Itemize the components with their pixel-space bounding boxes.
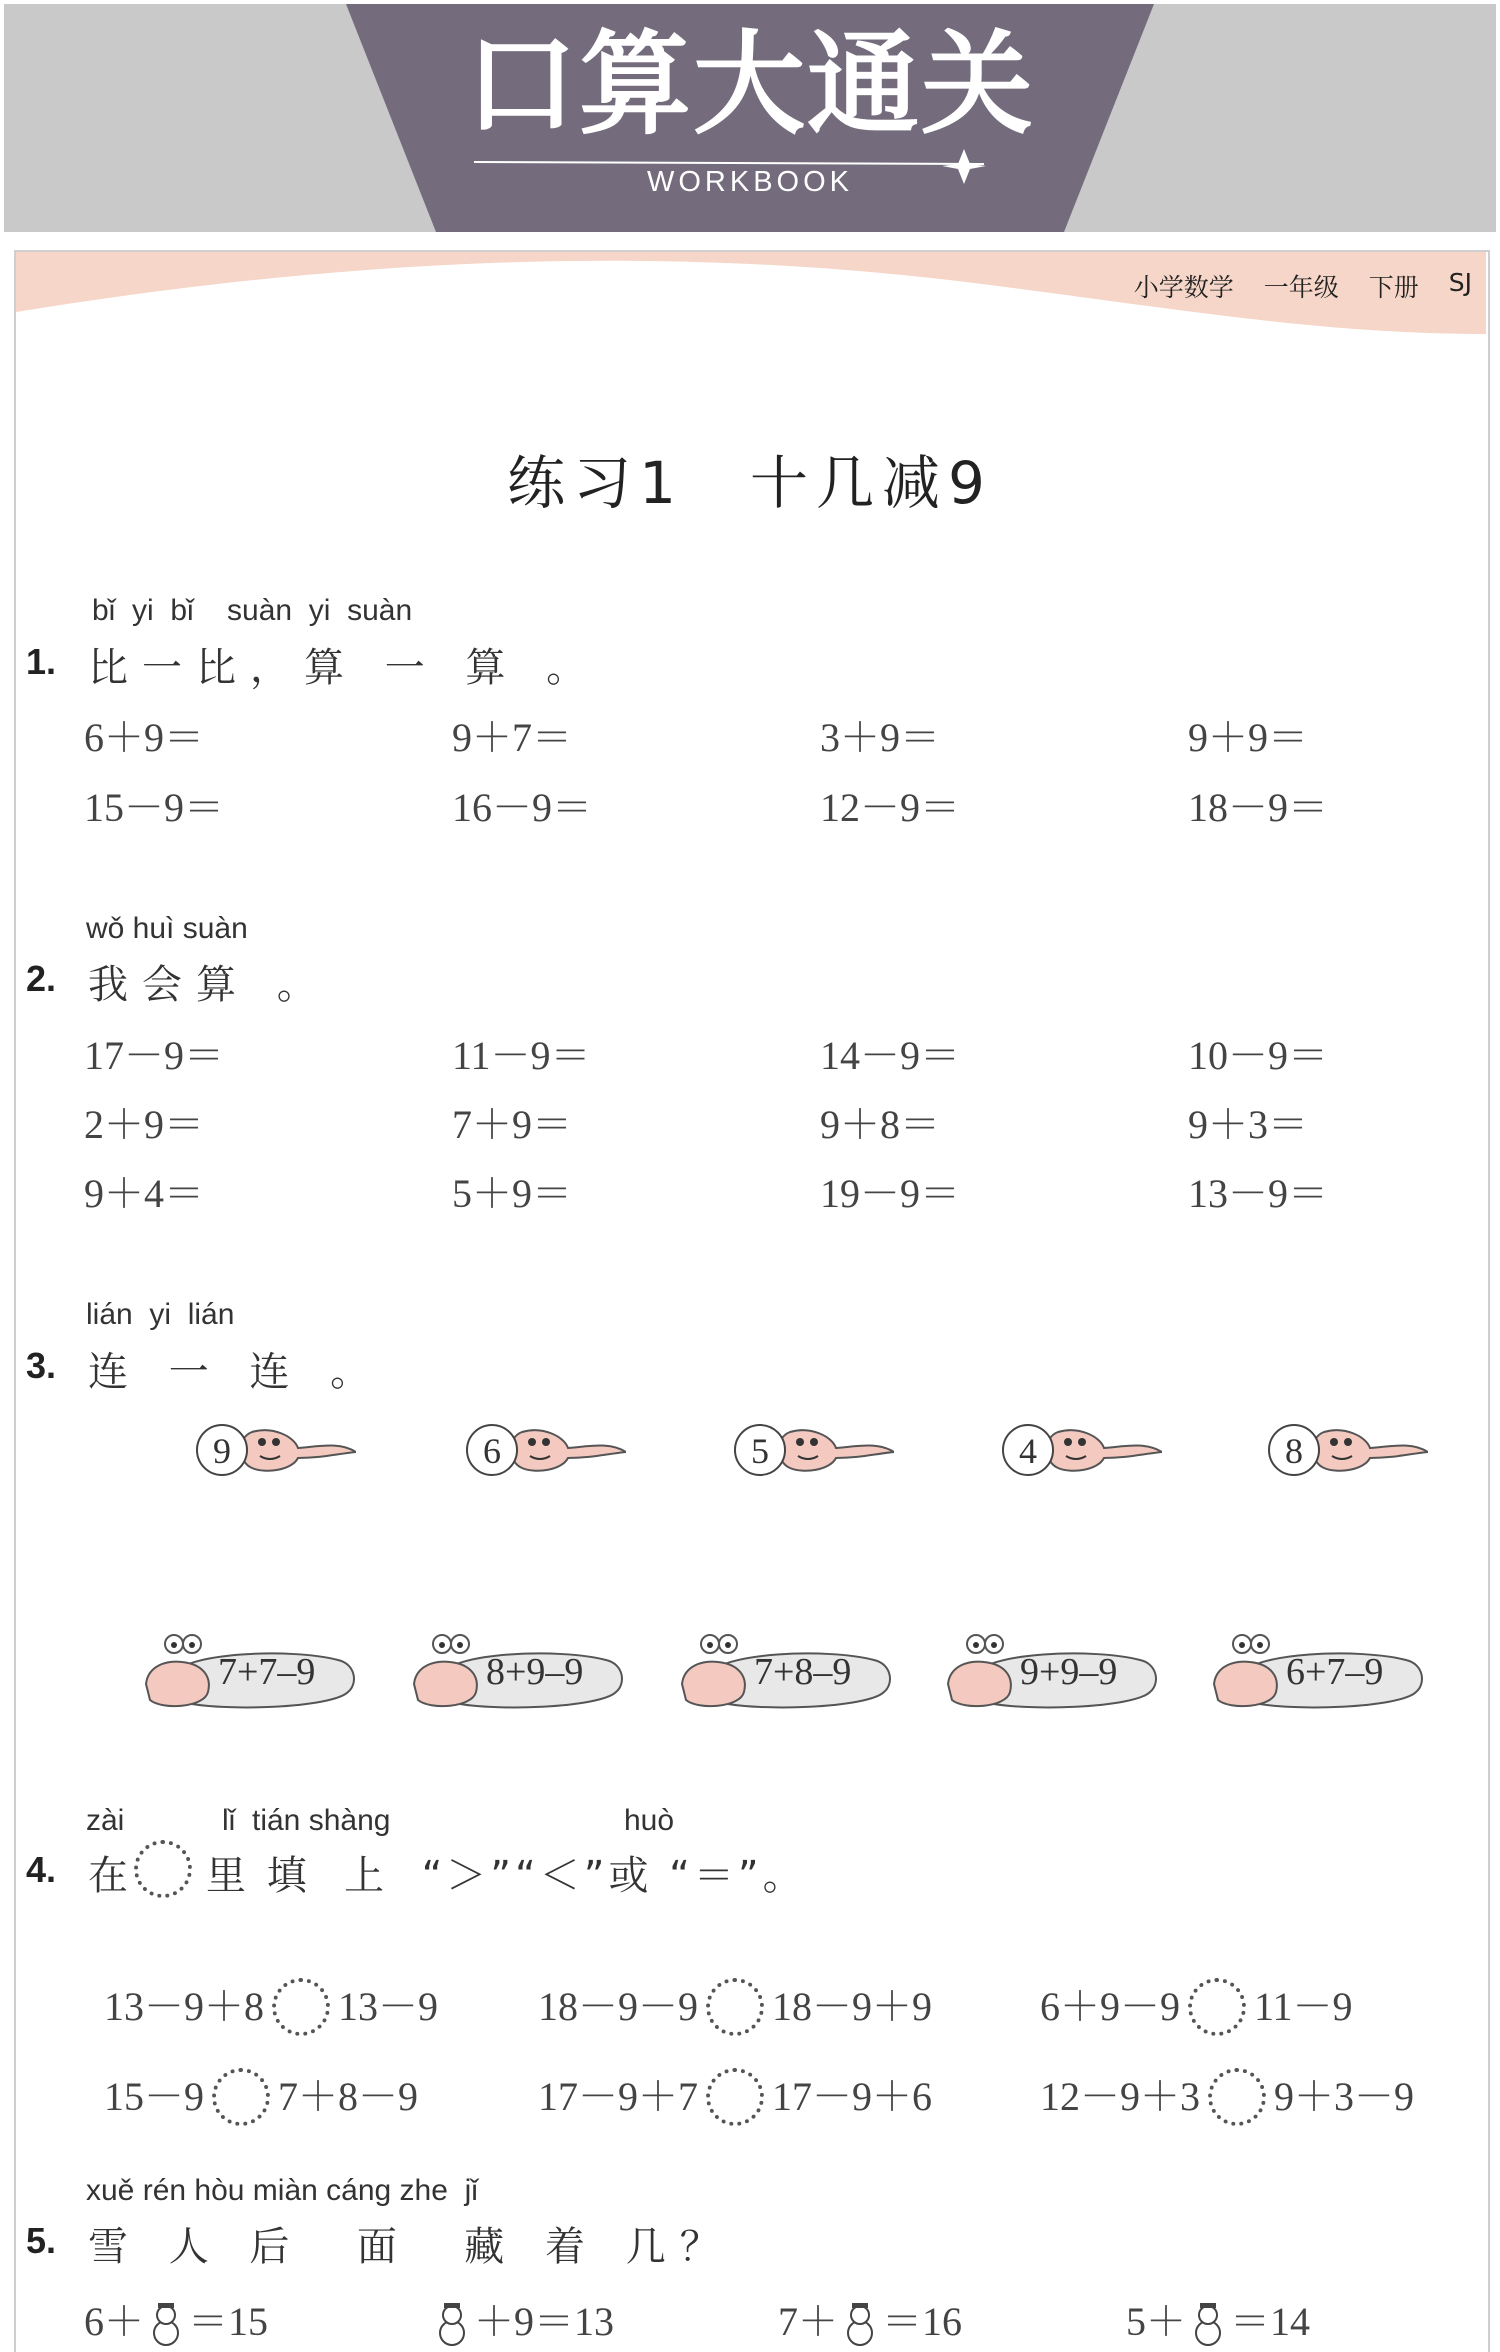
- compare-item: [84, 2018, 418, 2130]
- q1-eq: 15－9＝: [84, 785, 224, 830]
- lesson-title: 练习1 十几减9: [507, 449, 993, 517]
- compare-left: 15－9: [104, 2074, 204, 2119]
- snowman-icon[interactable]: [1186, 2303, 1230, 2347]
- frog-card[interactable]: [1210, 1630, 1430, 1720]
- snowman-eq-right: ＋9＝13: [474, 2299, 614, 2344]
- snowman-eq-left: 7＋: [778, 2299, 838, 2344]
- tadpole[interactable]: [1002, 1418, 1162, 1484]
- q3-pinyin: lián yi lián: [86, 1298, 235, 1331]
- meta-edition: SJ: [1448, 268, 1472, 297]
- compare-right: 7＋8－9: [278, 2074, 418, 2119]
- q1-text: 比一比，算 一 算 。: [88, 645, 601, 691]
- q1-eq: 3＋9＝: [820, 715, 940, 760]
- frog-card[interactable]: [410, 1630, 630, 1720]
- tadpole-number: 4: [1002, 1424, 1054, 1476]
- snowman-icon[interactable]: [430, 2303, 474, 2347]
- q1-eq: 9＋7＝: [452, 715, 572, 760]
- compare-item: [518, 2018, 932, 2130]
- banner-title: 口算大通关: [465, 20, 1035, 150]
- frog-card[interactable]: [944, 1630, 1164, 1720]
- tadpole-number: 6: [466, 1424, 518, 1476]
- tadpole-icon: [232, 1424, 356, 1476]
- q1-eq: 12－9＝: [820, 785, 960, 830]
- q2-eq: 10－9＝: [1188, 1033, 1328, 1078]
- q5-number: 5.: [26, 2220, 57, 2261]
- snowman-eq-left: 6＋: [84, 2299, 144, 2344]
- snowman-equation: [430, 2290, 614, 2347]
- q2-eq: 9＋4＝: [84, 1171, 204, 1216]
- tadpole-icon: [1304, 1424, 1428, 1476]
- tadpole-icon: [770, 1424, 894, 1476]
- compare-circle-icon: [134, 1840, 192, 1898]
- compare-item: [1020, 2018, 1414, 2130]
- frog-expression: 7+7–9: [218, 1651, 316, 1693]
- book-meta: [1134, 268, 1472, 304]
- compare-left: 13－9＋8: [104, 1984, 264, 2029]
- compare-answer-circle[interactable]: [212, 2068, 270, 2126]
- q4-pinyin: huò: [624, 1804, 675, 1837]
- banner-subtitle: WORKBOOK: [646, 166, 853, 198]
- q2-eq: 17－9＝: [84, 1033, 224, 1078]
- q1-eq: 9＋9＝: [1188, 715, 1308, 760]
- q1-number: 1.: [26, 641, 57, 682]
- q2-eq: 13－9＝: [1188, 1171, 1328, 1216]
- compare-answer-circle[interactable]: [1208, 2068, 1266, 2126]
- snowman-equation: [84, 2290, 268, 2347]
- meta-grade: 一年级: [1263, 273, 1339, 302]
- q4-text: 里 填 上 “＞”“＜”或 “＝”。: [206, 1853, 807, 1899]
- tadpole[interactable]: [466, 1418, 626, 1484]
- frog-expression: 6+7–9: [1286, 1651, 1384, 1693]
- snowman-eq-right: ＝15: [188, 2299, 268, 2344]
- frog-card[interactable]: [142, 1630, 362, 1720]
- tadpole[interactable]: [1268, 1418, 1428, 1484]
- q2-pinyin: wǒ huì suàn: [86, 912, 248, 945]
- q2-eq: 5＋9＝: [452, 1171, 572, 1216]
- snowman-icon[interactable]: [838, 2303, 882, 2347]
- snowman-eq-right: ＝16: [882, 2299, 962, 2344]
- tadpole-number: 5: [734, 1424, 786, 1476]
- frog-card[interactable]: [678, 1630, 898, 1720]
- snowman-equation: [778, 2290, 962, 2347]
- q2-eq: 9＋8＝: [820, 1102, 940, 1147]
- compare-answer-circle[interactable]: [706, 2068, 764, 2126]
- q4-pinyin: zài: [86, 1804, 125, 1837]
- frog-expression: 7+8–9: [754, 1651, 852, 1693]
- q1-pinyin: bǐ yi bǐ suàn yi suàn: [92, 594, 413, 627]
- tadpole-icon: [502, 1424, 626, 1476]
- tadpole-icon: [1038, 1424, 1162, 1476]
- q2-number: 2.: [26, 958, 57, 999]
- q1-eq: 18－9＝: [1188, 785, 1328, 830]
- frog-expression: 9+9–9: [1020, 1651, 1118, 1693]
- tadpole[interactable]: [196, 1418, 356, 1484]
- tadpole-number: 9: [196, 1424, 248, 1476]
- q1-eq: 6＋9＝: [84, 715, 204, 760]
- compare-right: 13－9: [338, 1984, 438, 2029]
- q4-number: 4.: [26, 1849, 57, 1890]
- snowman-icon[interactable]: [144, 2303, 188, 2347]
- q4-pinyin: lǐ tián shàng: [222, 1804, 391, 1837]
- snowman-eq-left: 5＋: [1126, 2299, 1186, 2344]
- compare-left: 17－9＋7: [538, 2074, 698, 2119]
- q5-pinyin: xuě rén hòu miàn cáng zhe jǐ: [86, 2174, 478, 2207]
- compare-right: 18－9＋9: [772, 1984, 932, 2029]
- compare-right: 11－9: [1254, 1984, 1353, 2029]
- tadpole[interactable]: [734, 1418, 894, 1484]
- compare-right: 9＋3－9: [1274, 2074, 1414, 2119]
- q1-eq: 16－9＝: [452, 785, 592, 830]
- q2-eq: 11－9＝: [452, 1033, 591, 1078]
- q2-eq: 19－9＝: [820, 1171, 960, 1216]
- compare-left: 12－9＋3: [1040, 2074, 1200, 2119]
- frog-expression: 8+9–9: [486, 1651, 584, 1693]
- q2-eq: 14－9＝: [820, 1033, 960, 1078]
- compare-left: 18－9－9: [538, 1984, 698, 2029]
- q2-text: 我会算 。: [88, 962, 331, 1008]
- snowman-equation: [1126, 2290, 1310, 2347]
- q5-text: 雪 人 后 面 藏 着 几？: [88, 2224, 734, 2270]
- compare-right: 17－9＋6: [772, 2074, 932, 2119]
- tadpole-number: 8: [1268, 1424, 1320, 1476]
- q4-text-start: 在: [88, 1853, 128, 1899]
- meta-volume: 下册: [1368, 273, 1419, 302]
- q2-eq: 9＋3＝: [1188, 1102, 1308, 1147]
- q2-eq: 2＋9＝: [84, 1102, 204, 1147]
- compare-left: 6＋9－9: [1040, 1984, 1180, 2029]
- q3-text: 连 一 连 。: [88, 1349, 385, 1395]
- q2-eq: 7＋9＝: [452, 1102, 572, 1147]
- snowman-eq-right: ＝14: [1230, 2299, 1310, 2344]
- q3-number: 3.: [26, 1345, 57, 1386]
- meta-subject: 小学数学: [1133, 273, 1234, 302]
